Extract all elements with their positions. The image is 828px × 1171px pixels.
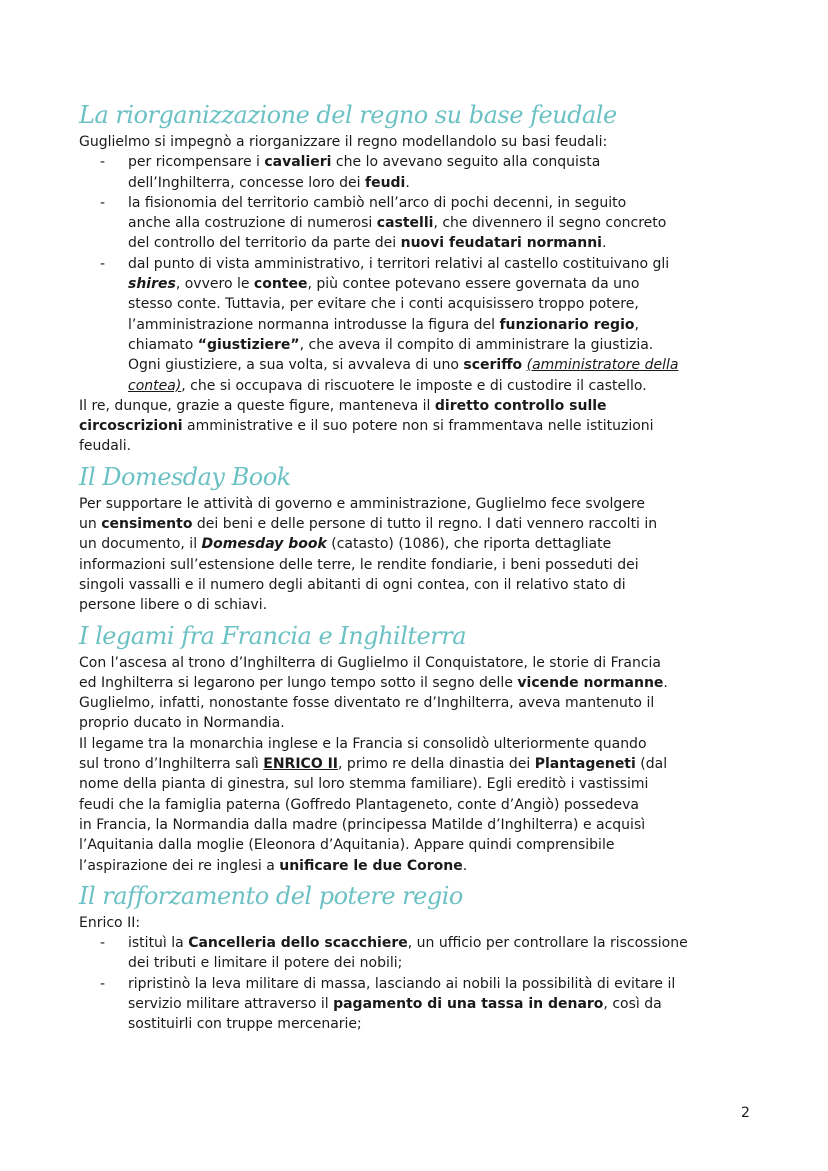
text: stesso conte. Tuttavia, per evitare che i conti acquisissero troppo potere, bbox=[128, 296, 639, 313]
bold-term: sceriffo bbox=[463, 357, 523, 374]
text: singoli vassalli e il numero degli abitanti di ogni contea, con il relativo stato di bbox=[79, 576, 626, 593]
underlined-italic-text: contea) bbox=[128, 377, 182, 394]
bold-term: Cancelleria dello scacchiere bbox=[188, 935, 408, 952]
bold-term: Plantageneti bbox=[534, 756, 636, 773]
heading-legami: I legami fra Francia e Inghilterra bbox=[79, 621, 467, 650]
text: dei tributi e limitare il potere dei nobili; bbox=[128, 955, 403, 972]
text: , primo re della dinastia dei bbox=[338, 756, 535, 773]
bold-term: censimento bbox=[101, 516, 193, 533]
text: Ogni giustiziere, a sua volta, si avvaleva di uno bbox=[128, 357, 464, 374]
paragraph-domesday bbox=[79, 494, 759, 616]
text: la fisionomia del territorio cambiò nell’arco di pochi decenni, in seguito bbox=[128, 194, 627, 211]
list-potere bbox=[79, 933, 759, 1034]
text: ed Inghilterra si legarono per lungo tempo sotto il segno delle bbox=[79, 674, 518, 691]
list-item-cancelleria bbox=[79, 933, 759, 974]
list-dash: - bbox=[100, 935, 106, 952]
text: persone libere o di schiavi. bbox=[79, 597, 268, 614]
text: anche alla costruzione di numerosi bbox=[128, 215, 377, 232]
text: , ovvero le bbox=[175, 276, 254, 293]
text: sostituirli con truppe mercenarie; bbox=[128, 1016, 362, 1033]
text: nome della pianta di ginestra, sul loro stemma familiare). Egli ereditò i vastissimi bbox=[79, 776, 649, 793]
text: proprio ducato in Normandia. bbox=[79, 715, 285, 732]
text: . bbox=[663, 674, 668, 691]
document-page bbox=[79, 98, 759, 1035]
bold-term: feudi bbox=[364, 174, 406, 191]
paragraph-intro-feudale: Guglielmo si impegnò a riorganizzare il regno modellandolo su basi feudali: bbox=[79, 134, 608, 150]
text: . bbox=[601, 235, 607, 252]
text: l’Aquitania dalla moglie (Eleonora d’Aquitania). Appare quindi comprensibile bbox=[79, 837, 615, 854]
paragraph-closing-feudale bbox=[79, 396, 759, 457]
text: , che si occupava di riscuotere le imposte e di custodire il castello. bbox=[181, 377, 647, 394]
text: l’aspirazione dei re inglesi a bbox=[79, 857, 280, 874]
text: che lo avevano seguito alla conquista bbox=[331, 154, 601, 171]
text: dei beni e delle persone di tutto il regno. I dati vennero raccolti in bbox=[192, 516, 658, 533]
text: Per supportare le attività di governo e amministrazione, Guglielmo fece svolgere bbox=[79, 495, 645, 512]
text: (dal bbox=[635, 756, 668, 773]
text: del controllo del territorio da parte dei bbox=[128, 235, 401, 252]
text: un bbox=[79, 516, 102, 533]
text: chiamato bbox=[128, 336, 198, 353]
text: , che aveva il compito di amministrare la giustizia. bbox=[299, 336, 654, 353]
bold-italic-term: Domesday book bbox=[201, 536, 327, 553]
text: feudali. bbox=[79, 438, 132, 455]
text: Il re, dunque, grazie a queste figure, manteneva il bbox=[79, 397, 435, 414]
text: , così da bbox=[603, 995, 662, 1012]
bold-italic-term: shires bbox=[128, 276, 176, 293]
text: servizio militare attraverso il bbox=[128, 995, 334, 1012]
text: Guglielmo, infatti, nonostante fosse diventato re d’Inghilterra, aveva mantenuto il bbox=[79, 695, 655, 712]
text: un documento, il bbox=[79, 536, 202, 553]
heading-domesday: Il Domesday Book bbox=[79, 462, 291, 491]
text: dell’Inghilterra, concesse loro dei bbox=[128, 174, 365, 191]
bold-underlined-term: ENRICO II bbox=[263, 756, 339, 773]
bold-term: “giustiziere” bbox=[197, 336, 300, 353]
bold-term: contee bbox=[253, 276, 308, 293]
text: Con l’ascesa al trono d’Inghilterra di Guglielmo il Conquistatore, le storie di Francia bbox=[79, 654, 661, 671]
heading-potere-regio: Il rafforzamento del potere regio bbox=[79, 881, 463, 910]
bold-term: funzionario regio bbox=[499, 316, 635, 333]
text: l’amministrazione normanna introdusse la figura del bbox=[128, 316, 500, 333]
text: per ricompensare i bbox=[128, 154, 265, 171]
text: dal punto di vista amministrativo, i territori relativi al castello costituivano gli bbox=[128, 255, 670, 272]
text: istituì la bbox=[128, 935, 189, 952]
bold-term: cavalieri bbox=[264, 154, 332, 171]
underlined-italic-text: (amministratore della bbox=[526, 357, 679, 374]
text: , bbox=[634, 316, 639, 333]
bold-term: circoscrizioni bbox=[79, 418, 183, 435]
text: , un ufficio per controllare la riscossione bbox=[407, 935, 688, 952]
text: (catasto) (1086), che riporta dettagliate bbox=[326, 536, 612, 553]
text: . bbox=[405, 174, 410, 191]
text: sul trono d’Inghilterra salì bbox=[79, 756, 264, 773]
list-item-castelli bbox=[79, 193, 759, 254]
page-number: 2 bbox=[741, 1105, 750, 1121]
text: in Francia, la Normandia dalla madre (principessa Matilde d’Inghilterra) e acquisì bbox=[79, 816, 646, 833]
text: amministrative e il suo potere non si frammentava nelle istituzioni bbox=[182, 418, 654, 435]
text: . bbox=[462, 857, 468, 874]
text: , più contee potevano essere governata da uno bbox=[307, 276, 640, 293]
list-feudale bbox=[79, 152, 759, 396]
list-dash: - bbox=[100, 154, 106, 171]
bold-term: pagamento di una tassa in denaro bbox=[333, 995, 604, 1012]
list-item-amministrazione bbox=[79, 254, 759, 396]
text: ripristinò la leva militare di massa, lasciando ai nobili la possibilità di evitare il bbox=[128, 975, 676, 992]
bold-term: diretto controllo sulle bbox=[434, 397, 607, 414]
list-item-cavalieri bbox=[79, 152, 759, 193]
list-dash: - bbox=[100, 975, 106, 992]
text: feudi che la famiglia paterna (Goffredo Plantageneto, conte d’Angiò) possedeva bbox=[79, 796, 639, 813]
paragraph-legami bbox=[79, 653, 759, 876]
list-item-leva-militare bbox=[79, 974, 759, 1035]
list-dash: - bbox=[100, 255, 106, 272]
text: informazioni sull’estensione delle terre, le rendite fondiarie, i beni posseduti dei bbox=[79, 556, 639, 573]
bold-term: nuovi feudatari normanni bbox=[400, 235, 602, 252]
text: , che divennero il segno concreto bbox=[433, 215, 667, 232]
bold-term: castelli bbox=[376, 215, 434, 232]
bold-term: vicende normanne bbox=[517, 674, 664, 691]
bold-term: unificare le due Corone bbox=[279, 857, 463, 874]
list-dash: - bbox=[100, 194, 106, 211]
paragraph-intro-potere: Enrico II: bbox=[79, 914, 141, 931]
heading-riorganizzazione: La riorganizzazione del regno su base feudale bbox=[79, 101, 617, 129]
text: Il legame tra la monarchia inglese e la Francia si consolidò ulteriormente quando bbox=[79, 735, 647, 752]
